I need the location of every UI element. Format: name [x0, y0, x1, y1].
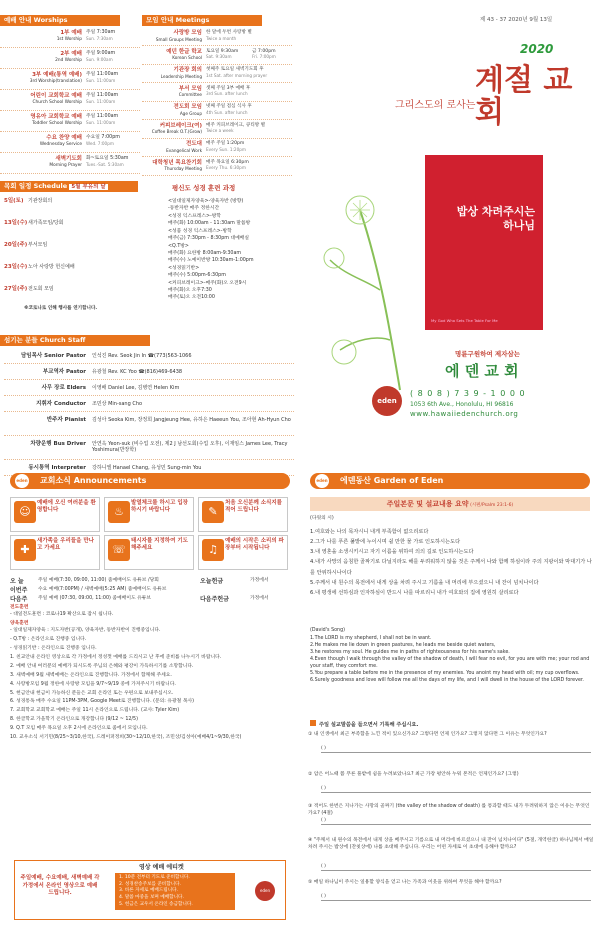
question: ③ 적어도 한번은 지나가는 사망의 골짜기 (the valley of the shadow of death) 를 통과할 때도 내가 두려워하지 않은 이유는 무엇인가요? (4절) — [308, 804, 590, 816]
answer-line: ( ) — [321, 786, 591, 793]
garden-en-label: (David's Song) — [310, 628, 345, 633]
worship-time-ko: 주일 11:00am — [86, 72, 119, 77]
schedule-event: 새가족모임/당회 — [28, 220, 64, 226]
card-icon: ☏ — [108, 539, 130, 561]
news-item: - Q.T방 : 온라인으로 진행중 입니다. — [10, 636, 87, 642]
bible-line: <성경읽기반> — [168, 265, 200, 271]
answer-line: ( ) — [321, 818, 591, 825]
bible-line: <성품 성경 익스프레스>-방학 — [168, 228, 232, 234]
worship-time-en: Sun. 11:00am — [86, 119, 116, 125]
worship-time-ko: 주일 11:00am — [86, 114, 119, 119]
meetings-header: 모임 안내 Meetings — [142, 15, 262, 26]
banner-title: 영상 예배 에티켓 — [139, 864, 184, 871]
worship-en: 2nd Worship — [55, 57, 82, 63]
verse-en: 1.The LORD is my shepherd, I shall not be in want. — [310, 636, 432, 641]
cover-web: www.hawaiiedenchurch.org — [410, 410, 519, 418]
bible-line: 매주(화) 요한방 8:00am-9:30am — [168, 250, 242, 256]
meeting-time-ko: 넷째 주일 점심 식사 후 — [206, 104, 252, 109]
meeting-ko: 예던 한글 학교 — [166, 48, 202, 55]
today-label: 다음주 — [10, 596, 28, 603]
worship-time-en: Sun. 7:30am — [86, 35, 113, 41]
card-text: 예배의 시작은 소리의 파장부터 시작됩니다 — [225, 538, 284, 552]
news-item: 7. 교회학교 교회학교 예배는 주일 11시 온라인으로 드립니다. (교사: Tyler Kim) — [10, 708, 180, 714]
meeting-en: Korean School — [172, 55, 202, 61]
news-item: 4. 사랑방모임 9월 정한에 사랑방 모임을 9/7~9/19 중에 가져주시기 바랍니다. — [10, 681, 176, 687]
answer-line: ( ) — [321, 864, 591, 871]
bible-title: 평신도 성경 훈련 과정 — [172, 184, 236, 192]
worship-ko: 수요 찬양 예배 — [46, 135, 82, 141]
bible-line: <일대일제자양육>-양육자반 (방향) — [168, 199, 244, 204]
news-item: 2. 예배 안내 여러분의 예배가 되시도록 주님의 은혜와 평강이 가득하시기를 소망합니다. — [10, 663, 194, 669]
worship-en: 1st Worship — [56, 36, 82, 42]
worship-ko: 2부 예배 — [60, 51, 82, 57]
staff-role: 사무 장로 Elders — [41, 385, 86, 391]
garden-ref: (시편/Psalm 23:1-6) — [470, 503, 514, 508]
news-item: 8. 한글학교 가을학기 온라인으로 개강합니다 (9/12 ~ 12/5) — [10, 717, 138, 723]
card-text: 태시자를 지정하여 기도해주세요 — [131, 538, 188, 552]
news-header-label: 교회소식 Announcements — [40, 476, 147, 485]
card-text: 새가족을 우리들을 만나고 가세요 — [37, 538, 94, 552]
worship-en: Church School Worship — [32, 99, 82, 105]
card-text: 예배에 오신 여러분을 환영합니다 — [37, 500, 96, 514]
verse-en: 6.Surely goodness and love will follow me all the days of my life, and I will dwell in the house of the LORD forever. — [310, 677, 584, 683]
worship-time-en: Sun. 11:00am — [86, 98, 116, 104]
meeting-en: Evangelical Work — [166, 147, 202, 153]
card-icon: ☺ — [14, 501, 36, 523]
question: ① 내 인생에서 최근 부족함을 느낀 적이 있으신가요? 그렇다면 언제 인가요? 그렇지 않다면 그 이유는 무엇인가요? — [308, 732, 547, 737]
worship-en: 3rd Worship(translation) — [29, 78, 82, 84]
question: ② 암은 어느때 쯤 푸른 풀밭에 쉼을 누려보았나요? 최근 가장 평안하 누워 본적은 언제인가요? (그렇) — [308, 772, 519, 777]
staff-name: 유광철 Rev. KC Yoo ☎(816)469-6438 — [92, 369, 183, 375]
question: ⑤ 매일 하나님이 주시는 일용할 양식을 얻고 나는 가족과 이웃을 위하여 무엇을 해야 할까요? — [308, 880, 502, 885]
meeting-time2-en: Fri. 7:00pm — [252, 54, 276, 60]
verse-en: 4.Even though I walk through the valley of the shadow of death, I will fear no evil, for you are with me; your rod and your staff, they comfort me. — [310, 656, 590, 669]
news-item: 9. Q.T 모임 매주 목요일 오후 2시에 온라인으로 줌에서 모입니다. — [10, 726, 148, 732]
schedule-event: 노아 사랑방 헌신예배 — [28, 264, 75, 270]
meeting-time-ko: 한 달에 두번 사랑방 별 — [206, 30, 252, 35]
cover-church: 에 덴 교 회 — [445, 362, 519, 380]
bible-line: 매주(토)오 오전10:00 — [168, 295, 215, 301]
schedule-title: 목회 일정 Schedule — [4, 182, 68, 190]
worship-time-en: Tues.-Sat. 5:30am — [86, 161, 124, 167]
schedule-event: 부서모임 — [28, 242, 48, 248]
cover-address: ( 8 0 8 ) 7 3 9 - 1 0 0 0 — [410, 389, 526, 398]
meeting-ko: 대학청년 목요찬기회 — [152, 159, 202, 166]
meeting-time-en: Sat. 9:30am — [206, 54, 232, 60]
issue-number: 제 43 - 37 2020년 9월 13일 — [480, 17, 553, 23]
meeting-time-ko: 토요일 9:30am — [206, 48, 239, 54]
staff-name: 인석진 Rev. Seok Jin In ☎(773)563-1066 — [92, 353, 192, 359]
staff-role: 차량운행 Bus Driver — [30, 441, 86, 447]
eden-logo-icon: eden — [315, 474, 329, 488]
schedule-date: 5일(토) — [4, 198, 24, 204]
garden-header-label: 에덴동산 Garden of Eden — [340, 476, 444, 485]
schedule-note: ※코로나로 인해 행사를 연기합니다. — [24, 306, 98, 311]
worship-time-ko: 주일 9:00am — [86, 51, 116, 56]
news-item: - 대일전도훈련 : 코로나19 확산으로 잠시 쉽니다. — [10, 611, 114, 617]
worship-time-en: Wed. 7:00pm — [86, 140, 114, 146]
worship-time-ko: 수요일 7:00pm — [86, 135, 120, 140]
question: ④ "주께서 내 원수의 목전에서 내게 상을 베푸시고 기름으로 내 머리에 바르셨으니 내 잔이 넘치나이다" (5절, 개역한글) 하나님께서 매일 차려 주시는 밥상에 (잔칫상에) 나를 초대해 주십니다. 우리는 어떤 자세로 이 초대에 응해야 할까요? — [308, 838, 594, 850]
worship-time-en: Sun. 11:00am — [86, 77, 116, 83]
worship-en: Morning Prayer — [49, 162, 82, 168]
bible-line: 매주(수) 5:00pm-6:30pm — [168, 273, 226, 279]
verse-ko: 2.그가 나를 푸른 풀밭에 누이시며 쉴 만한 물 가로 인도하시는도다 — [310, 539, 461, 546]
worship-ko: 3부 예배(통역 예배) — [32, 72, 82, 78]
meeting-time-en: 4th Sun. after lunch — [206, 109, 248, 115]
banner-line: 1. 10분 전부터 기도로 준비합니다. — [119, 875, 190, 880]
schedule-date: 27일(주) — [4, 286, 28, 292]
bible-line: <성경 익스프레스>-방학 — [168, 213, 221, 219]
meeting-en: Age Group — [179, 110, 202, 116]
news-item: - 성경읽기반 : 온라인으로 진행중 입니다. — [10, 645, 97, 651]
worship-time-ko: 화~토요일 5:30am — [86, 156, 129, 161]
meeting-en: Small Groups Meeting — [155, 36, 202, 42]
banner-line: 4. 말씀 마중을 보며 예배합니다. — [119, 894, 184, 900]
meeting-time-en: 3rd Sun. after lunch — [206, 91, 248, 97]
staff-role: 동시통역 Interpreter — [28, 465, 86, 471]
staff-name: 이영배 Daniel Lee, 김병연 Helen Kim — [92, 385, 180, 391]
meeting-ko: 기관장 회의 — [173, 67, 202, 73]
verse-ko: 5.주께서 내 원수의 목전에서 내게 상을 차려 주시고 기름을 내 머리에 부으셨으니 내 잔이 넘치나이다 — [310, 579, 539, 586]
card-text: 발열체크를 하시고 입장하시기 바랍니다 — [131, 500, 188, 514]
meeting-time-ko: 매주 목요일 6:30pm — [206, 159, 249, 165]
banner-line: 3. 바른 자세로 예배드립니다. — [119, 888, 179, 894]
staff-role: 반주자 Pianist — [46, 417, 86, 423]
cover-slogan: 명륜구원하여 제자삼는 — [455, 350, 521, 358]
news-item: 6. 성경통독 매주 수요일 11PM-3PM, Google Meet로 진행합니다. (문의: 유광철 목사) — [10, 699, 194, 705]
banner-logo-icon: eden — [255, 881, 275, 901]
verse-en: 3.he restores my soul. He guides me in paths of righteousness for his name's sake. — [310, 649, 510, 655]
banner-line: 2. 성경찬송주보를 준비합니다. — [119, 881, 182, 887]
meeting-time-ko: 매주 커피브레이크, 큐티방 별 — [206, 122, 266, 128]
schedule-sub: 5월 부유의 달 — [71, 184, 106, 190]
staff-role: 부교역자 Pastor — [42, 369, 86, 375]
news-item: 5. 헌금안내 헌금이 가능하신 분들은 교회 온라인 또는 우편으로 보내주십시오. — [10, 690, 174, 696]
card-icon: ♨ — [108, 501, 130, 523]
meeting-time-en: 1st Sat. after morning prayer — [206, 72, 268, 78]
news-item: - 일대일제자양육 : 지도자반(공개), 양육자반, 동반자반이 진행중입니다. — [10, 627, 161, 633]
bible-line: <Q.T방> — [168, 243, 189, 249]
schedule-event: 전도회 모임 — [28, 286, 54, 292]
answer-line: ( ) — [321, 746, 591, 753]
worship-en: Wednesday Service — [39, 141, 82, 147]
cover-address2: 1053 6th Ave., Honolulu, HI 96816 — [410, 401, 514, 408]
meeting-en: Thursday Meeting — [164, 166, 202, 172]
worship-time-ko: 주일 11:00am — [86, 93, 119, 98]
news-item: 3. 새벽예배 9월 새벽예배는 온라인으로 진행합니다. 가정에서 함께해 주세요. — [10, 672, 172, 678]
banner-line: 5. 헌금은 교우서 온라인 송금합니다. — [119, 901, 193, 907]
verse-ko: 6.내 평생에 선하심과 인자하심이 반드시 나를 따르리니 내가 여호와의 집에 영원히 살리로다 — [310, 589, 519, 596]
meeting-ko: 전도회 모임 — [173, 104, 202, 110]
today-offering: 오늘헌금 — [200, 578, 224, 585]
news-item: 1. 친교안내 온라인 영상으로 각 가정에서 정성껏 예배를 드리시고 난 후에 준비를 나누시기 바랍니다. — [10, 654, 222, 660]
banner-left: 주일예배, 수요예배, 새벽예배 각 가정에서 온라인 영상으로 예배 드립니다. — [20, 875, 100, 897]
meeting-time-ko: 매주 주일 1:20pm — [206, 141, 245, 146]
answer-line: ( ) — [321, 894, 591, 901]
news-item: 10. 교우소식 서기민(8/25~3/10,한국), 드레이퍼정희(30~12/10,한국), 조민상/김성아(예배4/1~9/30,한국) — [10, 735, 242, 741]
verse-ko: 1.여호와는 나의 목자시니 내게 부족함이 없으리로다 — [310, 529, 429, 535]
bible-line: 매주(화)오 오후7:30 — [168, 288, 212, 294]
meeting-time-ko: 셋째 주일 3부 예배 후 — [206, 85, 251, 91]
cover-title-sub: 그리스도의 로사는 — [395, 100, 476, 111]
worship-en: Toddler School Worship — [32, 120, 82, 126]
bible-line: <커피브레이크>-매주(화)오 오전9시 — [168, 280, 247, 286]
today-offering: 다음주헌금 — [200, 596, 229, 603]
bible-line: -동반자반 매주 정한시간 — [168, 206, 220, 212]
worship-ko: 1부 예배 — [60, 30, 82, 36]
meeting-time-en: Every Sun. 1:20pm — [206, 146, 247, 152]
book-sub: My God Who Sets The Table For Me — [431, 318, 498, 324]
meeting-en: Committee — [178, 92, 202, 98]
bible-line: 매주(금) 7:30pm - 8:30pm 대예배실 — [168, 236, 249, 242]
meeting-time-en: Twice a month — [206, 35, 237, 41]
eden-logo-icon: eden — [15, 474, 29, 488]
cover-title-main: 계절 교회 — [475, 63, 573, 130]
card-icon: ♫ — [202, 539, 224, 561]
cover-year: 2020 — [520, 42, 554, 56]
news-item: 전도훈련 — [10, 605, 29, 610]
today-desc: 수요 예배(7:00PM) / 새벽예배(5:25 AM) 줌예배이도 유튜브 — [38, 587, 167, 592]
garden-subtitle: 주일본문 및 설교내용 요약 — [386, 500, 469, 508]
worship-header: 예배 안내 Worships — [0, 15, 120, 26]
schedule-date: 20일(주) — [4, 242, 28, 248]
meeting-time-en: Twice a week — [206, 128, 234, 134]
meeting-ko: 사랑방 모임 — [173, 30, 202, 36]
staff-name: 강하니엘 Hanael Chang, 유성민 Sung-min You — [92, 465, 202, 471]
staff-name: 조민상 Min-sang Cho — [92, 401, 143, 407]
q-title-text: 주일 설교말씀을 들으면서 기록해 주십시요. — [319, 722, 419, 728]
meeting-time2-ko: 금 7:00pm — [252, 48, 276, 54]
worship-ko: 영유아 교회학교 예배 — [30, 114, 82, 120]
worship-ko: 새벽기도회 — [55, 156, 82, 162]
church-logo: eden — [372, 386, 402, 416]
meeting-en: Coffee Break O.T.(Grow) — [151, 129, 202, 135]
verse-ko: 3.내 영혼을 소생시키시고 자기 이름을 위하여 의의 길로 인도하시는도다 — [310, 549, 474, 556]
staff-name: 안연옥 Yeon-suk (비수업 오전), 제2 J 남선도회(수업 오후), 이재임스 James Lee, Tracy Yoshimura(반장학) — [92, 441, 288, 454]
meeting-time-en: Every Thu. 6:30pm — [206, 165, 246, 171]
schedule-date: 23일(수) — [4, 264, 28, 270]
verse-en: 2.He makes me lie down in green pastures, he leads me beside quiet waters, — [310, 642, 496, 648]
garden-label: (다윗의 시) — [310, 516, 334, 521]
staff-name: 김성아 Seoka Kim, 장정희 Jangjeung Hee, 유하은 Haeeun You, 조아현 Ah-Hyun Cho — [92, 417, 291, 423]
today-label: 오 늘 — [10, 578, 24, 585]
worship-time-ko: 주일 7:30am — [86, 30, 116, 35]
meeting-ko: 커피브레이크(여) — [159, 122, 202, 129]
news-item: 양육훈련 — [10, 620, 29, 626]
card-text: 처음 오신분께 소식지를 적어 드립니다 — [225, 500, 282, 514]
meeting-time-ko: 첫째주 토요일 새벽기도회 후 — [206, 67, 264, 72]
bible-line: 매주(수) 노예이반방 10:30am-1:00pm — [168, 258, 254, 264]
staff-header: 섬기는 분들 Church Staff — [0, 335, 150, 346]
worship-ko: 어린이 교회학교 예배 — [30, 93, 82, 99]
today-where: 가정에서 — [250, 596, 269, 601]
today-where: 가정에서 — [250, 578, 269, 583]
bible-line: 매주(화) 10:00am - 11:30am 말씀방 — [168, 221, 251, 227]
card-icon: ✚ — [14, 539, 36, 561]
staff-role: 담임목사 Senior Pastor — [20, 353, 86, 359]
verse-en: 5.You prepare a table before me in the presence of my enemies. You anoint my head with oil; my cup overflows. — [310, 670, 580, 676]
meeting-en: Leadership Meeting — [160, 73, 202, 79]
book-title: 밥상 차려주시는 하나님 — [456, 205, 535, 232]
staff-role: 지휘자 Conductor — [36, 401, 86, 407]
today-desc: 주일 예배(7:30, 09:00, 11:00) 줌예배이도 유튜브 /당회 — [38, 578, 159, 583]
meeting-ko: 부서 모임 — [178, 85, 202, 92]
schedule-event: 기관장회의 — [28, 198, 53, 204]
schedule-date: 13일(수) — [4, 220, 28, 226]
today-desc: 주일 예배 (07:30, 09:00, 11:00) 줌예배이도 유튜브 — [38, 596, 152, 601]
worship-time-en: Sun. 9:00am — [86, 56, 113, 62]
today-label: 이번주 — [10, 587, 28, 594]
card-icon: ✎ — [202, 501, 224, 523]
verse-ko: 4.내가 사망의 음침한 골짜기로 다닐지라도 해를 두려워하지 않을 것은 주께서 나와 함께 하심이라 주의 지팡이와 막대기가 나를 안위하시나이다 — [310, 559, 592, 576]
meeting-ko: 전도대 — [186, 141, 202, 147]
